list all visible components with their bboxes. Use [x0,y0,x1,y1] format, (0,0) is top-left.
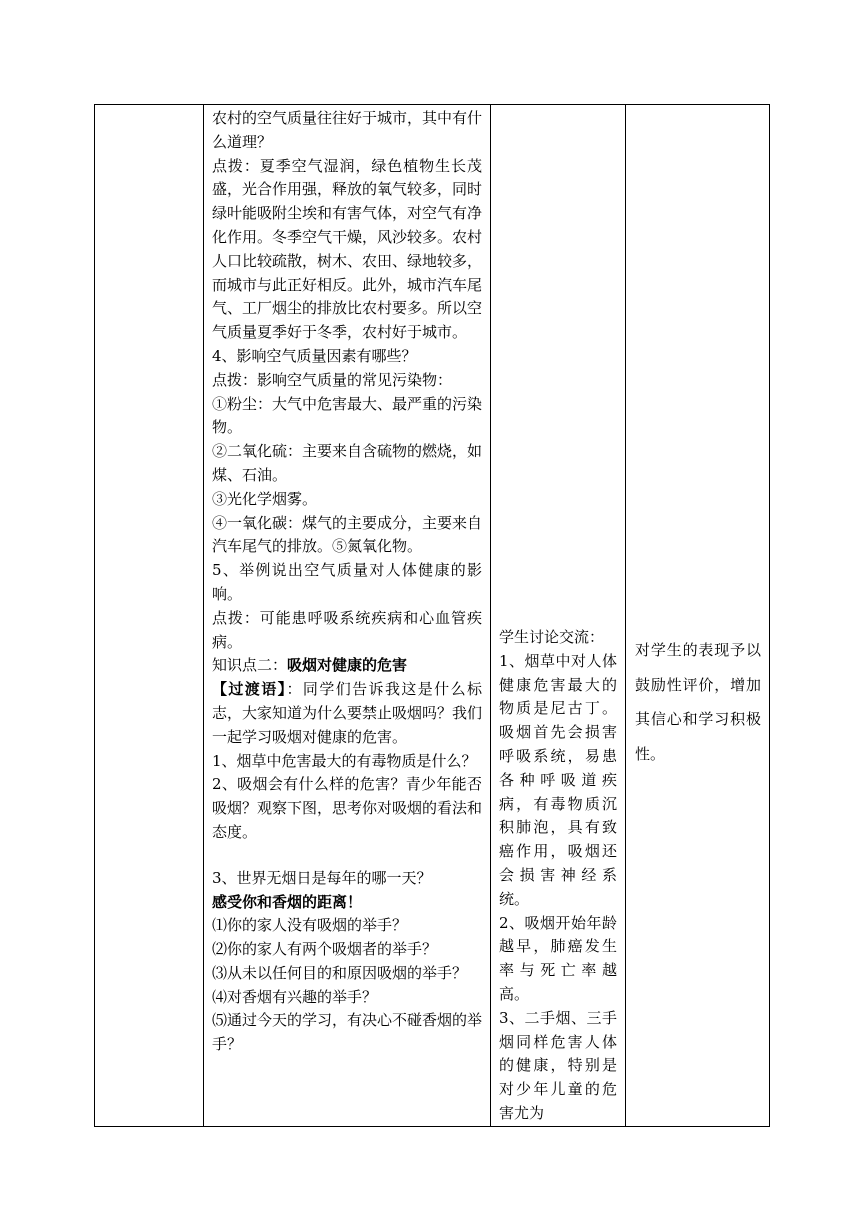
student-answer: 1、烟草中对人体健康危害最大的物质是尼古丁。吸烟首先会损害呼吸系统，易患各种呼吸道疾病，有毒物质沉积肺泡，具有致癌作用，吸烟还会损害神经系统。 [499,651,617,908]
list-item: ⑶从未以任何目的和原因吸烟的举手？ [212,963,468,982]
paragraph: 点拨：夏季空气湿润，绿色植物生长茂盛，光合作用强，释放的氧气较多，同时绿叶能吸附尘埃和有害气体，对空气有净化作用。冬季空气干燥，风沙较多。农村人口比较疏散，树木、农田、绿地较多，而城市与此正好相反。此外，城市汽车尾气、工厂烟尘的排放比农村要多。所以空气质量夏季好于冬季，农村好于城市。 [212,156,483,342]
teaching-process-cell [204,105,491,1127]
design-intent-cell [626,105,770,1127]
knowledge-point-heading [212,654,482,678]
student-activity-cell [491,105,626,1127]
paragraph: ①粉尘：大气中危害最大、最严重的污染物。 [212,394,483,437]
student-answer: 3、二手烟、三手烟同样危害人体的健康，特别是对少年儿童的危害尤为 [499,1008,617,1122]
paragraph: 点拨：可能患呼吸系统疾病和心血管疾病。 [212,608,482,651]
question: 3、世界无烟日是每年的哪一天？ [212,868,432,887]
list-item: ⑴你的家人没有吸烟的举手？ [212,916,408,935]
evaluation-text: 对学生的表现予以鼓励性评价，增加其信心和学习积极性。 [635,641,761,763]
kp-title: 吸烟对健康的危害 [287,656,408,675]
activity-title: 感受你和香烟的距离！ [212,892,363,911]
student-heading: 学生讨论交流： [499,628,605,646]
lesson-plan-table [94,104,770,1127]
transition-text: ：同学们告诉我这是什么标志，大家知道为什么要禁止吸烟吗？我们一起学习吸烟对健康的危害。 [212,680,483,746]
list-item: ⑵你的家人有两个吸烟者的举手？ [212,940,438,959]
paragraph: 5、举例说出空气质量对人体健康的影响。 [212,561,482,603]
table-row [95,105,770,1127]
transition-paragraph [212,678,482,749]
paragraph: 农村的空气质量往往好于城市，其中有什么道理？ [212,109,483,151]
question: 2、吸烟会有什么样的危害？青少年能否吸烟？观察下图，思考你对吸烟的看法和态度。 [212,775,483,841]
paragraph: ④一氧化碳：煤气的主要成分，主要来自汽车尾气的排放。⑤氮氧化物。 [212,513,483,556]
paragraph: 4、影响空气质量因素有哪些？ [212,346,417,365]
question: 1、烟草中危害最大的有毒物质是什么？ [212,751,477,770]
student-answer: 2、吸烟开始年龄越早，肺癌发生率与死亡率越高。 [499,913,617,1003]
empty-cell [95,105,204,1127]
paragraph: ②二氧化硫：主要来自含硫物的燃烧，如煤、石油。 [212,442,483,484]
paragraph: 点拨：影响空气质量的常见污染物： [212,370,453,389]
list-item: ⑷对香烟有兴趣的举手？ [212,987,378,1006]
list-item: ⑸通过今天的学习，有决心不碰香烟的举手？ [212,1011,483,1054]
kp-prefix: 知识点二： [212,656,288,675]
image-placeholder-gap [212,845,482,867]
paragraph: ③光化学烟雾。 [212,489,318,508]
transition-label: 【过渡语】 [212,680,287,699]
